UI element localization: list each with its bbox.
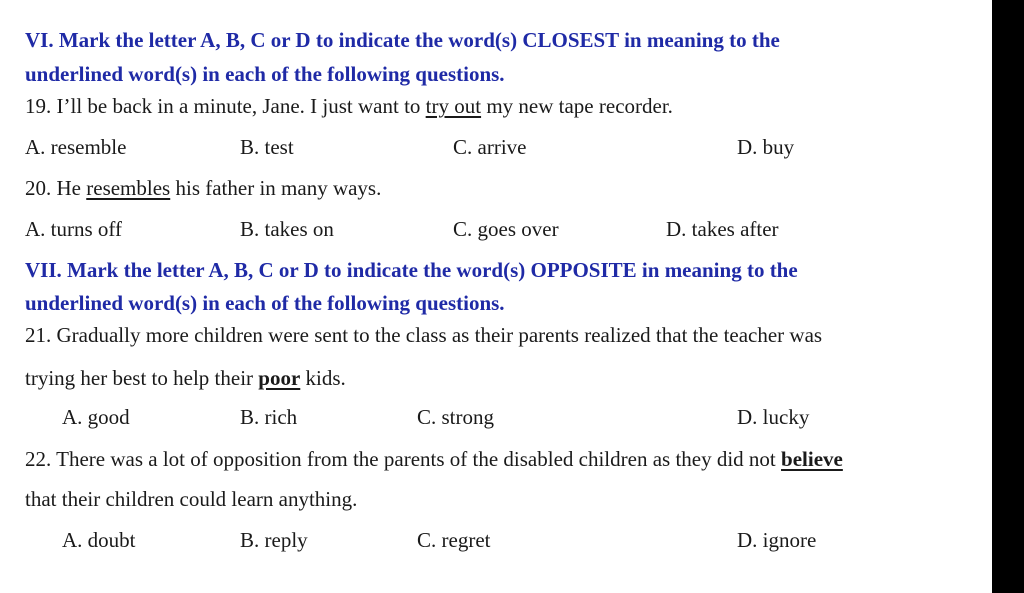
question-19-option-b[interactable]: B. test	[240, 135, 294, 159]
question-22-line2: that their children could learn anything.	[25, 487, 358, 511]
question-21-underlined: poor	[258, 366, 301, 390]
question-20-option-a[interactable]: A. turns off	[25, 217, 123, 241]
question-21-option-c[interactable]: C. strong	[417, 405, 495, 429]
question-19-option-a[interactable]: A. resemble	[25, 135, 127, 159]
question-21-text-before: trying her best to help their	[25, 366, 259, 390]
question-20-text-after: his father in many ways.	[170, 176, 382, 200]
question-22-text-before: 22. There was a lot of opposition from the parents of the disabled children as they did not	[25, 447, 782, 471]
question-20	[25, 175, 381, 201]
question-22-line1	[25, 446, 843, 472]
question-20-text-before: 20. He	[25, 176, 87, 200]
question-22-underlined: believe	[781, 447, 843, 471]
question-20-option-c[interactable]: C. goes over	[453, 217, 559, 241]
question-21-line1: 21. Gradually more children were sent to the class as their parents realized that the teacher was	[25, 323, 823, 347]
question-22-option-d[interactable]: D. ignore	[737, 528, 817, 552]
question-21-option-b[interactable]: B. rich	[240, 405, 298, 429]
question-19-option-d[interactable]: D. buy	[737, 135, 795, 159]
section-vi-heading-line2: underlined word(s) in each of the following questions.	[25, 62, 505, 86]
question-19	[25, 93, 673, 119]
question-21-option-d[interactable]: D. lucky	[737, 405, 810, 429]
question-21-text-after: kids.	[300, 366, 346, 390]
section-vii-heading-line1: VII. Mark the letter A, B, C or D to indicate the word(s) OPPOSITE in meaning to the	[25, 258, 798, 282]
question-19-text-before: 19. I’ll be back in a minute, Jane. I just want to	[25, 94, 426, 118]
section-vi-heading-line1: VI. Mark the letter A, B, C or D to indicate the word(s) CLOSEST in meaning to the	[25, 28, 780, 52]
question-19-option-c[interactable]: C. arrive	[453, 135, 527, 159]
question-21-option-a[interactable]: A. good	[62, 405, 130, 429]
question-22-option-c[interactable]: C. regret	[417, 528, 491, 552]
question-21-line2	[25, 365, 346, 391]
question-20-option-d[interactable]: D. takes after	[666, 217, 779, 241]
question-22-option-b[interactable]: B. reply	[240, 528, 308, 552]
question-20-underlined: resembles	[86, 176, 171, 200]
section-vii-heading-line2: underlined word(s) in each of the following questions.	[25, 291, 505, 315]
question-20-option-b[interactable]: B. takes on	[240, 217, 334, 241]
question-22-option-a[interactable]: A. doubt	[62, 528, 136, 552]
question-19-text-after: my new tape recorder.	[481, 94, 673, 118]
question-19-underlined: try out	[425, 94, 482, 118]
